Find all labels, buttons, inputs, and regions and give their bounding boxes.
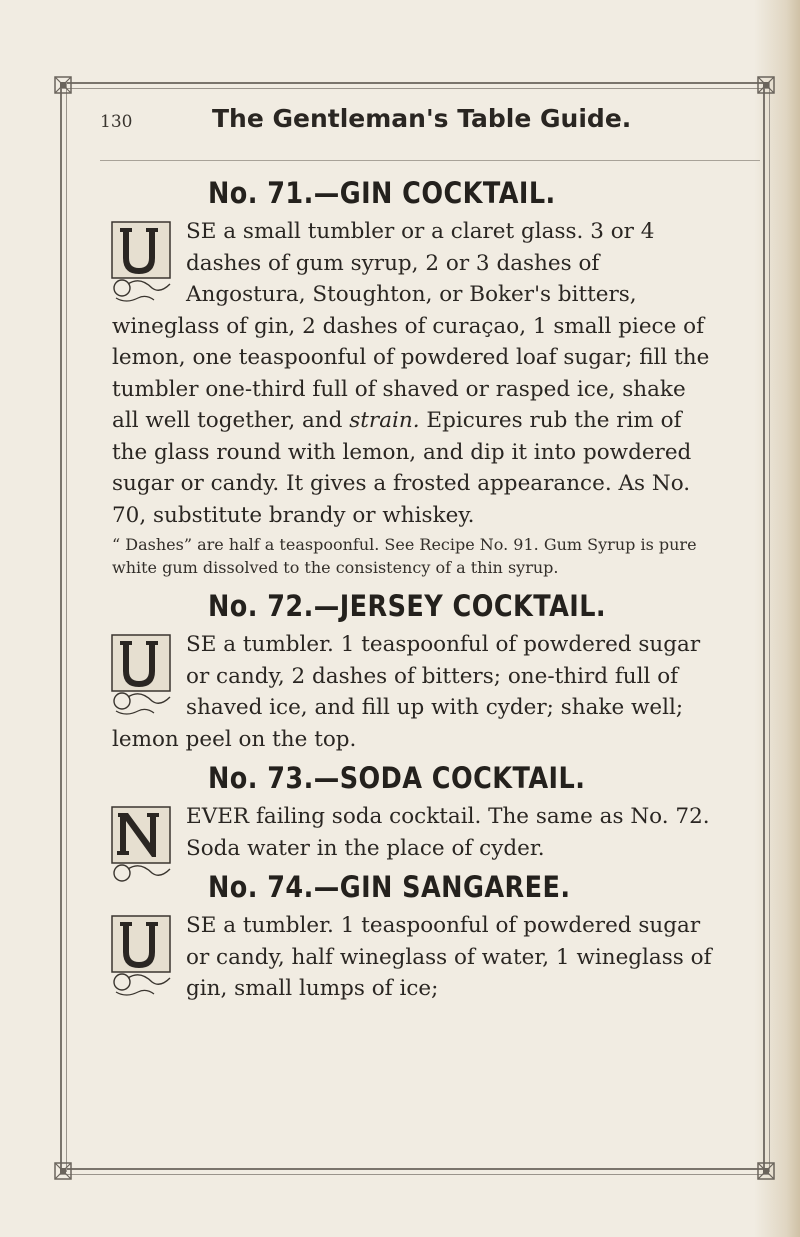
recipe-title: No. 72.—JERSEY COCKTAIL.	[208, 589, 607, 623]
frame-top-inner-rule	[60, 88, 770, 89]
frame-top-rule	[60, 82, 770, 84]
frame-right-inner-rule	[769, 82, 770, 1172]
page-header	[100, 104, 740, 144]
running-title: The Gentleman's Table Guide.	[212, 104, 632, 133]
recipe-footnote: “ Dashes” are half a teaspoonful. See Recipe No. 91. Gum Syrup is pure white gum dissolved to the consistency of a thin syrup.	[112, 535, 697, 577]
corner-ornament-icon	[52, 1160, 74, 1182]
recipe-body	[112, 216, 718, 531]
recipe-title: No. 71.—GIN COCKTAIL.	[208, 176, 556, 210]
recipe-text: Epicures rub the rim of the glass round with lemon, and dip it into powdered sugar or candy. It gives a frosted appearance. As No. 70, substitute brandy or whiskey.	[112, 408, 692, 528]
frame-left-inner-rule	[66, 82, 67, 1172]
frame-bottom-rule	[60, 1168, 770, 1170]
ornamental-dropcap-n-icon	[106, 803, 178, 891]
page-content	[112, 170, 718, 1005]
frame-right-rule	[763, 82, 765, 1172]
page-edge-shadow	[754, 0, 800, 1237]
corner-ornament-icon	[52, 74, 74, 96]
recipe-text: EVER failing soda cocktail. The same as No. 72. Soda water in the place of cyder.	[186, 804, 710, 861]
corner-ornament-icon	[755, 1160, 777, 1182]
header-divider	[100, 160, 760, 161]
recipe-text-italic: strain.	[349, 408, 420, 433]
page-number: 130	[100, 112, 133, 132]
corner-ornament-icon	[755, 74, 777, 96]
recipe-title: No. 73.—SODA COCKTAIL.	[208, 761, 586, 795]
ornamental-dropcap-u-icon	[106, 631, 178, 719]
ornamental-dropcap-u-icon	[106, 912, 178, 1000]
ornamental-dropcap-u-icon	[106, 218, 178, 306]
frame-left-rule	[60, 82, 62, 1172]
recipe-title: No. 74.—GIN SANGAREE.	[208, 870, 571, 904]
recipe-body	[112, 801, 718, 864]
recipe-text: SE a small tumbler or a claret glass. 3 or 4 dashes of gum syrup, 2 or 3 dashes of Angostura, Stoughton, or Boker's bitters, wineglass of gin, 2 dashes of curaçao, 1 small piece of lemon, one teaspoonful of powdered loaf sugar; fill the tumbler one-third full of shaved or rasped ice, shake all well together, and	[112, 219, 710, 433]
frame-bottom-inner-rule	[60, 1174, 770, 1175]
recipe-body	[112, 910, 718, 1005]
recipe-text: SE a tumbler. 1 teaspoonful of powdered sugar or candy, half wineglass of water, 1 wineglass of gin, small lumps of ice;	[186, 913, 712, 1001]
recipe-text: SE a tumbler. 1 teaspoonful of powdered sugar or candy, 2 dashes of bitters; one-third full of shaved ice, and fill up with cyder; shake well; lemon peel on the top.	[112, 632, 701, 752]
recipe-body	[112, 629, 718, 755]
